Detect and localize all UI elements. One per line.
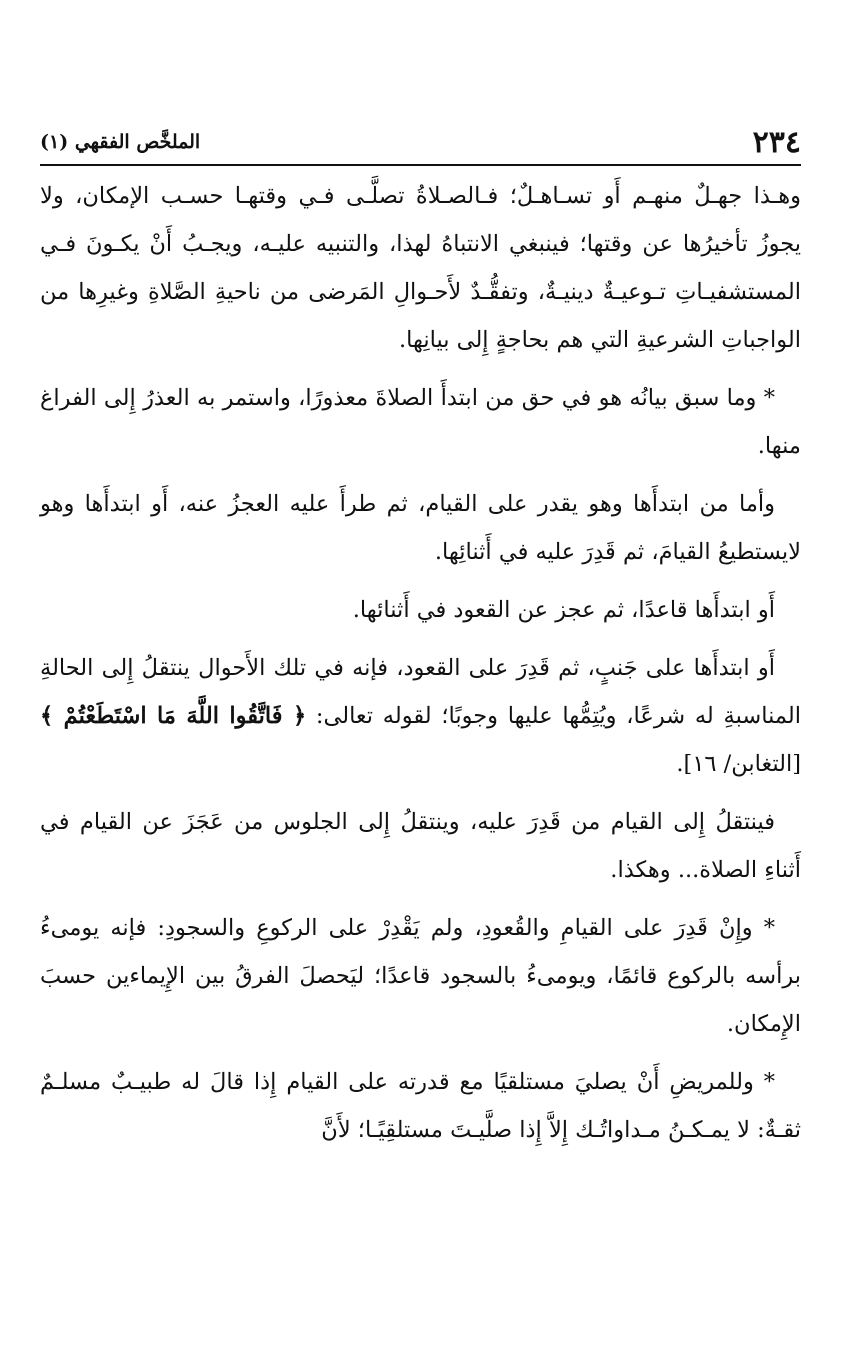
paragraph-text: أَو ابتدأَها على جَنبٍ، ثم قَدِرَ على القعود، فإنه في تلك الأَحوال ينتقلُ إِلى الحالةِ المناسبةِ له شرعًا، ويُتِمُّها عليها وجوبًا؛ لقوله تعالى: xyxy=(40,655,801,729)
page-number: ٢٣٤ xyxy=(752,124,801,160)
verse-citation: [التغابن/ ١٦]. xyxy=(676,751,801,777)
book-title: الملخَّص الفقهي (١) xyxy=(40,131,201,153)
paragraph-with-quran xyxy=(40,644,801,788)
quran-verse: ﴿ فَاتَّقُوا اللَّهَ مَا اسْتَطَعْتُمْ ﴾ xyxy=(40,703,307,729)
paragraph: وهـذا جهـلٌ منهـم أَو تسـاهـلٌ؛ فـالصـلاةُ تصلَّـى فـي وقتهـا حسـب الإمكان، ولا يجوزُ تأخيرُها عن وقتها؛ فينبغي الانتباهُ لهذا، والتنبيه عليـه، ويجـبُ أَنْ يكـونَ فـي المستشفيـاتِ تـوعيـةٌ دينيـةٌ، وتفقُّـدٌ لأَحـوالِ المَرضى من ناحيةِ الصَّلاةِ وغيرِها من الواجباتِ الشرعيةِ التي هم بحاجةٍ إِلى بيانِها. xyxy=(40,183,801,353)
paragraph: أَو ابتدأَها قاعدًا، ثم عجز عن القعود في أَثنائها. xyxy=(352,597,775,623)
paragraph: فينتقلُ إِلى القيام من قَدِرَ عليه، وينتقلُ إِلى الجلوس من عَجَزَ عن القيام في أَثناءِ الصلاة... وهكذا. xyxy=(40,809,801,883)
paragraph: * وما سبق بيانُه هو في حق من ابتدأَ الصلاةَ معذورًا، واستمر به العذرُ إِلى الفراغ منها. xyxy=(40,385,801,459)
paragraph: وأما من ابتدأَها وهو يقدر على القيام، ثم طرأَ عليه العجزُ عنه، أَو ابتدأَها وهو لايستطيعُ القيامَ، ثم قَدِرَ عليه في أَثنائِها. xyxy=(40,491,801,565)
page-header xyxy=(40,120,801,164)
header-rule xyxy=(40,164,801,166)
body-text xyxy=(40,172,801,1164)
paragraph: * وإِنْ قَدِرَ على القيامِ والقُعودِ، ولم يَقْدِرْ على الركوعِ والسجودِ: فإنه يومىءُ برأسه بالركوع قائمًا، ويومىءُ بالسجود قاعدًا؛ ليَحصلَ الفرقُ بين الإِيماءين حسبَ الإِمكان. xyxy=(40,915,801,1037)
paragraph: * وللمريضِ أَنْ يصليَ مستلقيًا مع قدرته على القيام إِذا قالَ له طبيـبٌ مسلـمٌ ثقـةٌ: لا يمـكـنُ مـداواتُـك إِلاَّ إِذا صلَّيـتَ مستلقِيًـا؛ لأَنَّ xyxy=(40,1069,801,1143)
